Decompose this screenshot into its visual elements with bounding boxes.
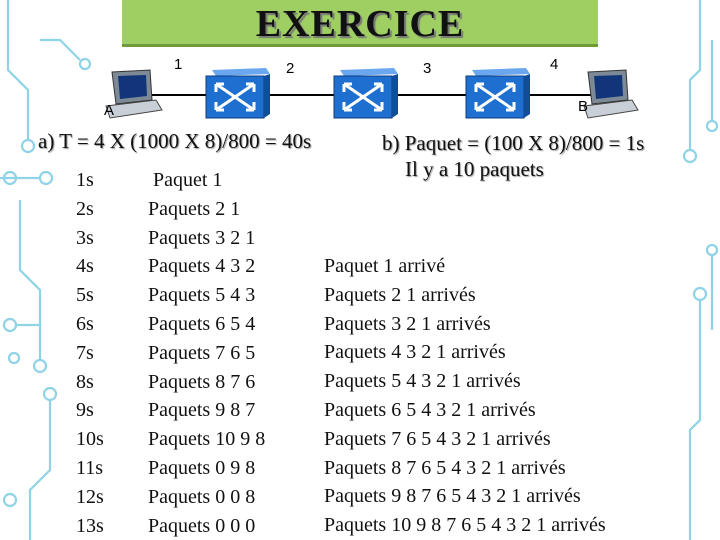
in-transit-cell: Paquets 0 9 8 [148,456,256,479]
time-cell: 5s [76,284,94,307]
time-cell: 6s [76,312,94,335]
time-cell: 3s [76,226,94,249]
in-transit-cell: Paquets 9 8 7 [148,399,256,422]
link-label-4: 4 [550,56,559,73]
link-label-2: 2 [286,60,295,77]
time-cell: 7s [76,341,94,364]
arrived-cell: Paquets 3 2 1 arrivés [324,312,491,335]
in-transit-cell: Paquets 6 5 4 [148,312,256,335]
time-cell: 11s [76,456,104,479]
arrived-cell: Paquets 8 7 6 5 4 3 2 1 arrivés [324,456,566,479]
time-cell: 1s [76,169,94,191]
time-cell: 2s [76,197,94,220]
in-transit-cell: Paquet 1 [153,169,223,191]
in-transit-cell: Paquets 4 3 2 [148,255,256,278]
part-a-formula: a) T = 4 X (1000 X 8)/800 = 40s [38,129,312,153]
switch-3-icon [466,68,530,118]
in-transit-cell: Paquets 7 6 5 [148,341,256,364]
in-transit-column [148,166,265,540]
arrived-cell: Paquets 2 1 arrivés [324,283,476,306]
host-b-label: B [578,98,589,115]
in-transit-cell: Paquets 8 7 6 [148,370,256,393]
time-cell: 13s [76,514,104,537]
in-transit-cell: Paquets 0 0 0 [148,514,256,537]
part-b-note: Il y a 10 paquets [405,157,544,181]
link-label-1: 1 [174,56,183,73]
in-transit-cell: Paquets 5 4 3 [148,284,256,307]
part-b-formula: b) Paquet = (100 X 8)/800 = 1s [382,131,645,155]
in-transit-cell: Paquets 10 9 8 [148,428,266,451]
link-label-3: 3 [423,60,432,77]
arrived-cell: Paquets 10 9 8 7 6 5 4 3 2 1 arrivés [324,514,606,537]
in-transit-cell: Paquets 0 0 8 [148,485,256,508]
time-cell: 10s [76,428,104,451]
in-transit-cell: Paquets 3 2 1 [148,226,256,249]
computer-b-icon [584,70,638,118]
time-cell: 4s [76,255,94,278]
host-a-label: A [104,102,115,119]
time-cell: 8s [76,370,94,393]
arrived-cell: Paquets 7 6 5 4 3 2 1 arrivés [324,427,551,450]
time-column [76,166,104,540]
in-transit-cell: Paquets 2 1 [148,197,241,220]
arrived-cell: Paquets 5 4 3 2 1 arrivés [324,370,521,393]
arrived-cell: Paquet 1 arrivé [324,255,446,277]
page-title: EXERCICE [255,3,465,45]
time-cell: 9s [76,399,94,422]
arrived-cell: Paquets 6 5 4 3 2 1 arrivés [324,398,536,421]
switch-1-icon [206,68,270,118]
arrived-column [324,252,606,540]
time-cell: 12s [76,485,104,508]
switch-2-icon [334,68,398,118]
arrived-cell: Paquets 4 3 2 1 arrivés [324,341,506,364]
network-diagram [0,0,720,140]
arrived-cell: Paquets 9 8 7 6 5 4 3 2 1 arrivés [324,485,581,508]
